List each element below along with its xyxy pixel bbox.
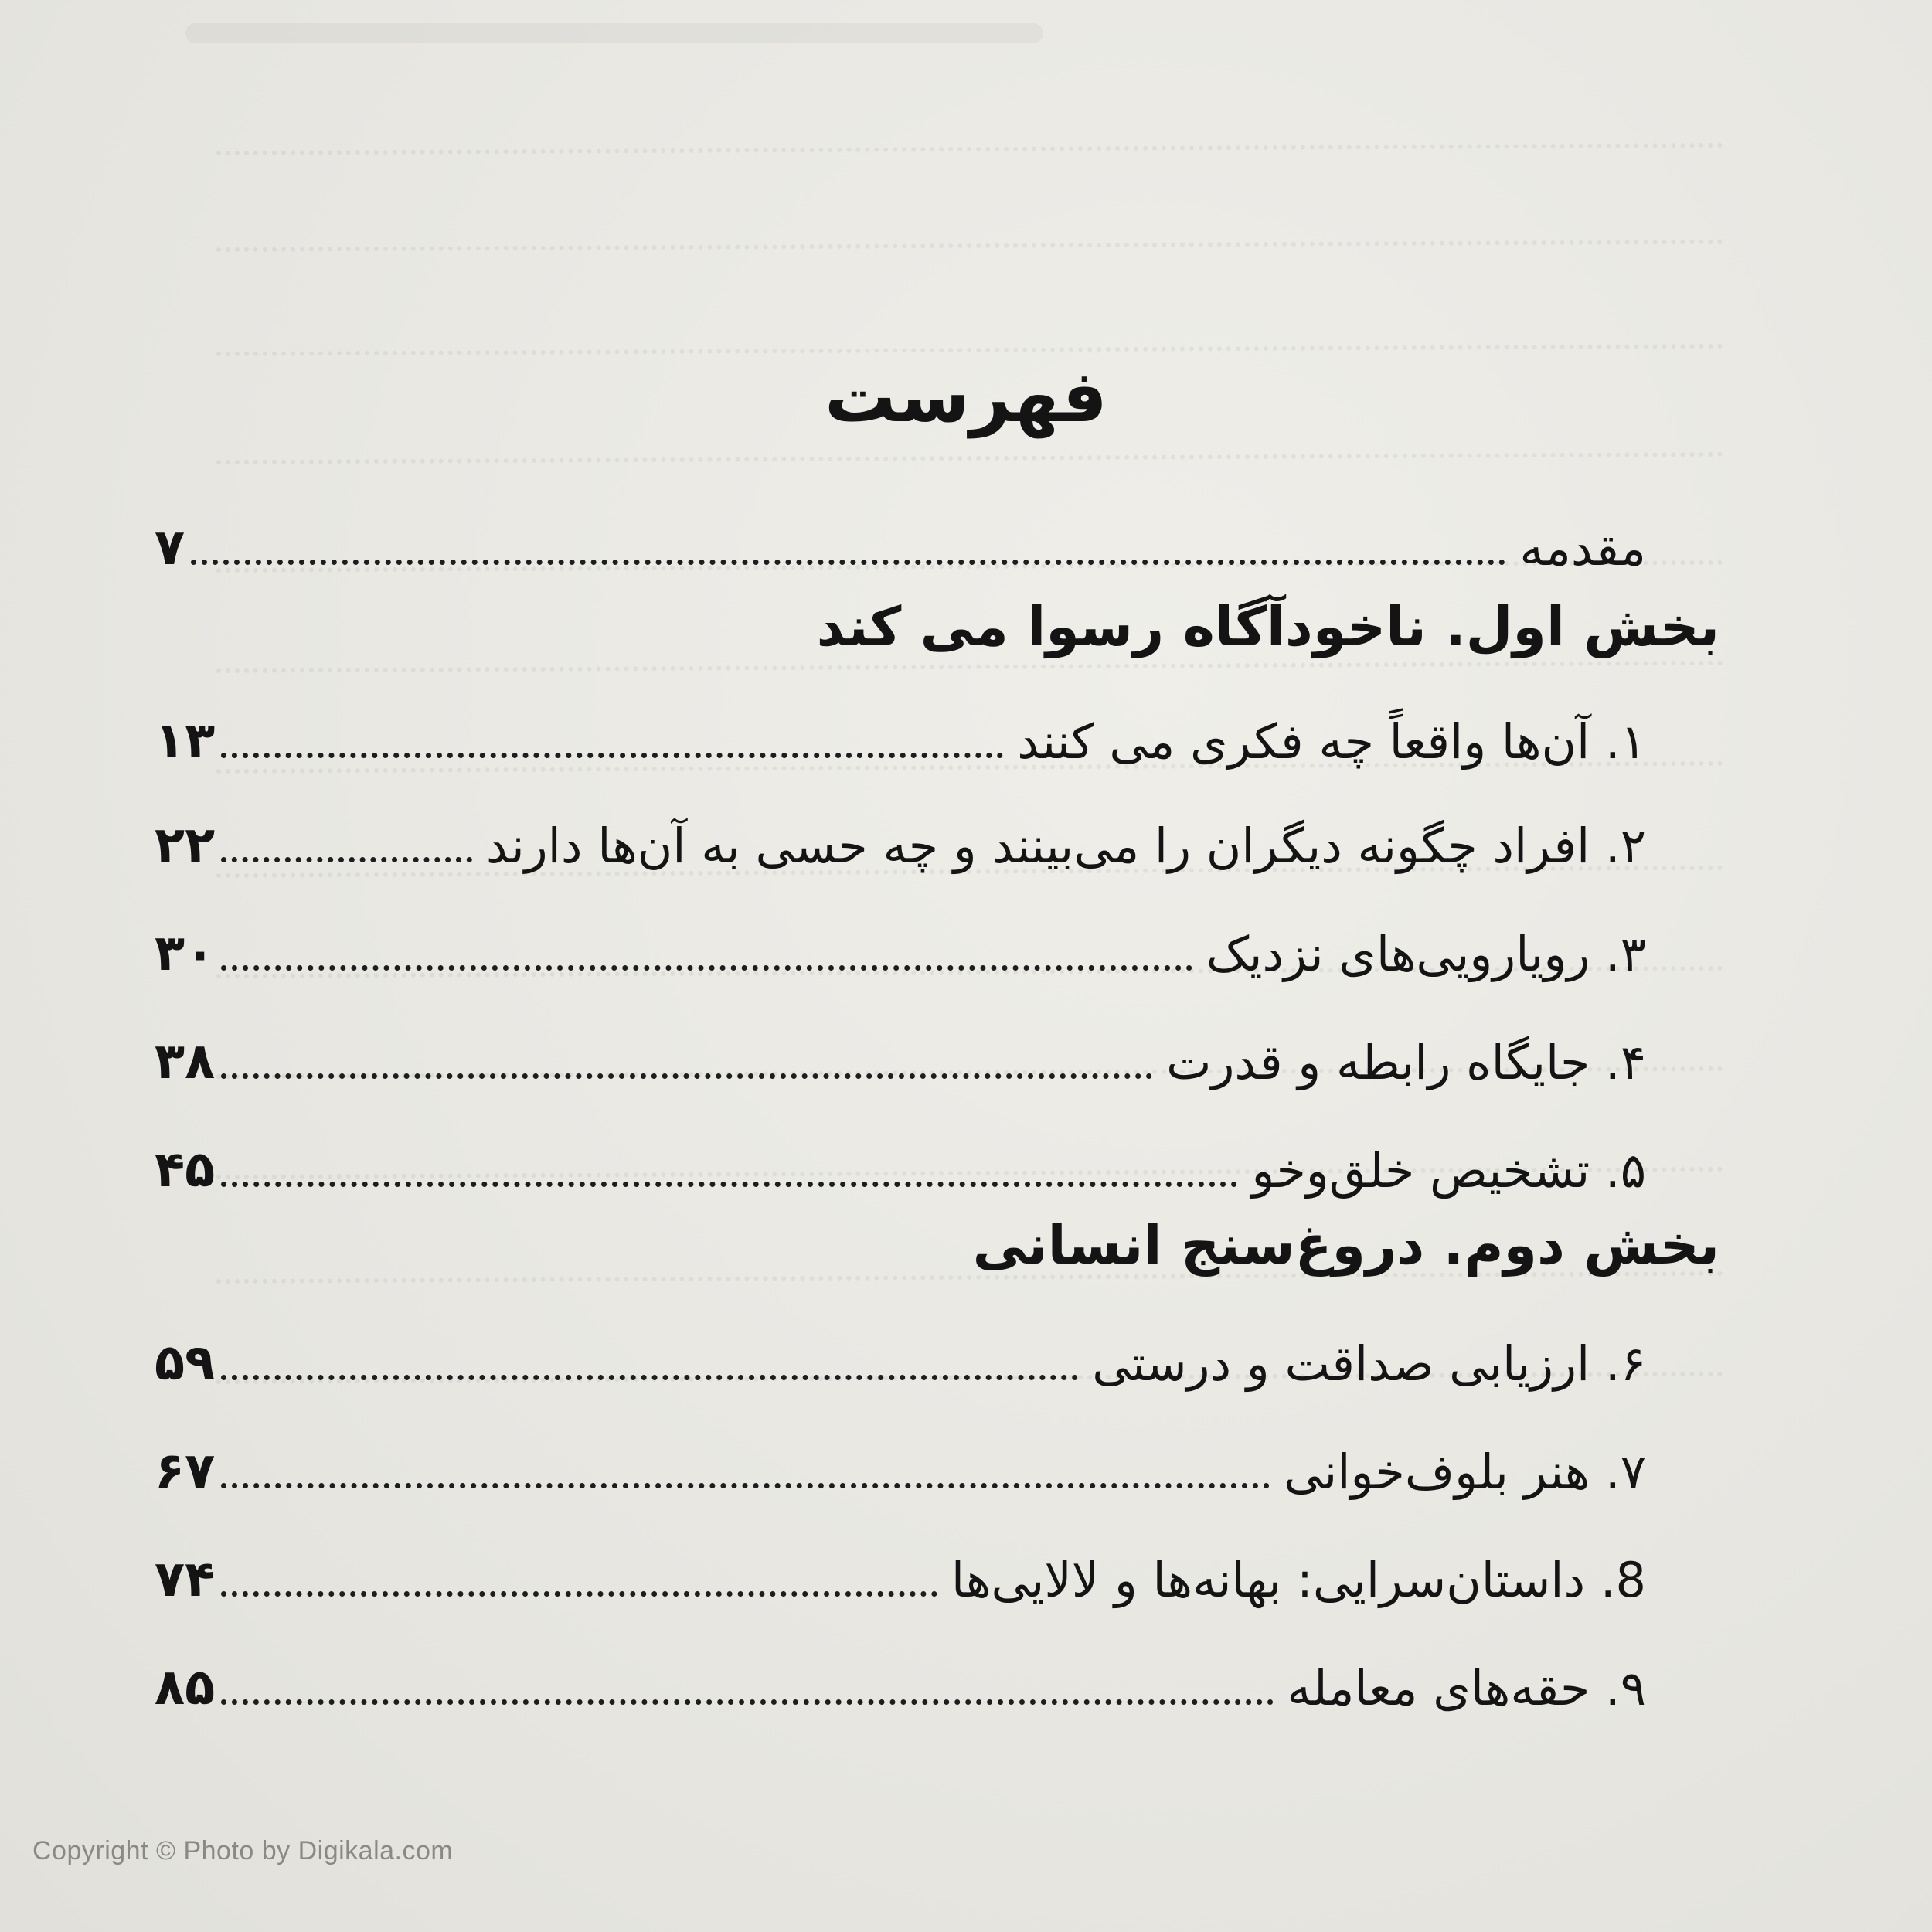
toc-entry-page: ۳۸ — [155, 1033, 216, 1090]
section-heading: بخش اول. ناخودآگاه رسوا می کند — [816, 595, 1719, 658]
leader-dots — [221, 856, 472, 862]
leader-dots — [221, 1181, 1237, 1187]
toc-entry-label: ۷. هنر بلوف‌خوانی — [1284, 1444, 1646, 1500]
toc-entry-page: ۵۹ — [155, 1335, 216, 1392]
toc-entry-label: 8. داستان‌سرایی: بهانه‌ها و لالایی‌ها — [951, 1552, 1646, 1608]
toc-entry — [155, 1314, 1646, 1392]
leader-dots — [221, 752, 1003, 758]
toc-entry-label: ۱. آن‌ها واقعاً چه فکری می کنند — [1017, 713, 1646, 770]
toc-entry-label: ۳. رویارویی‌های نزدیک — [1206, 926, 1646, 982]
toc-entry — [155, 1530, 1646, 1608]
toc-entry — [155, 796, 1646, 874]
toc-entry-label: ۹. حقه‌های معامله — [1287, 1660, 1646, 1716]
toc-entry-page: ۲۲ — [155, 817, 216, 874]
toc-entry-page: ۷ — [155, 519, 185, 577]
toc-entry-page: ۴۵ — [155, 1141, 216, 1199]
toc-entry-page: ۳۰ — [155, 925, 216, 982]
toc-entry — [155, 1638, 1646, 1716]
section-heading: بخش دوم. دروغ‌سنج انسانی — [972, 1213, 1719, 1277]
copyright-watermark: Copyright © Photo by Digikala.com — [32, 1836, 454, 1866]
toc-entry-page: ۸۵ — [155, 1659, 216, 1716]
leader-dots — [221, 1699, 1273, 1705]
toc-entry — [155, 904, 1646, 982]
toc-entry-label: ۴. جایگاه رابطه و قدرت — [1166, 1034, 1646, 1090]
toc-title: فهرست — [824, 355, 1108, 438]
toc-entry — [155, 1422, 1646, 1500]
toc-entry-page: ۱۳ — [155, 713, 216, 770]
toc-entry — [155, 498, 1646, 577]
toc-entry — [155, 1121, 1646, 1199]
leader-dots — [221, 964, 1192, 971]
toc-entry-label: ۲. افراد چگونه دیگران را می‌بینند و چه حسی به آن‌ها دارند — [485, 818, 1646, 874]
toc-entry-label: ۶. ارزیابی صداقت و درستی — [1092, 1335, 1646, 1392]
leader-dots — [221, 1374, 1078, 1380]
toc-entry — [155, 1012, 1646, 1090]
toc-entry-page: ۶۷ — [155, 1443, 216, 1500]
toc-entry-page: ۷۴ — [155, 1551, 216, 1608]
toc-entry — [155, 692, 1646, 770]
leader-dots — [221, 1590, 937, 1597]
toc-entry-label: ۵. تشخیص خلق‌وخو — [1251, 1142, 1646, 1199]
leader-dots — [191, 559, 1505, 565]
leader-dots — [221, 1073, 1152, 1079]
toc-entry-label: مقدمه — [1519, 520, 1646, 577]
leader-dots — [221, 1482, 1270, 1488]
